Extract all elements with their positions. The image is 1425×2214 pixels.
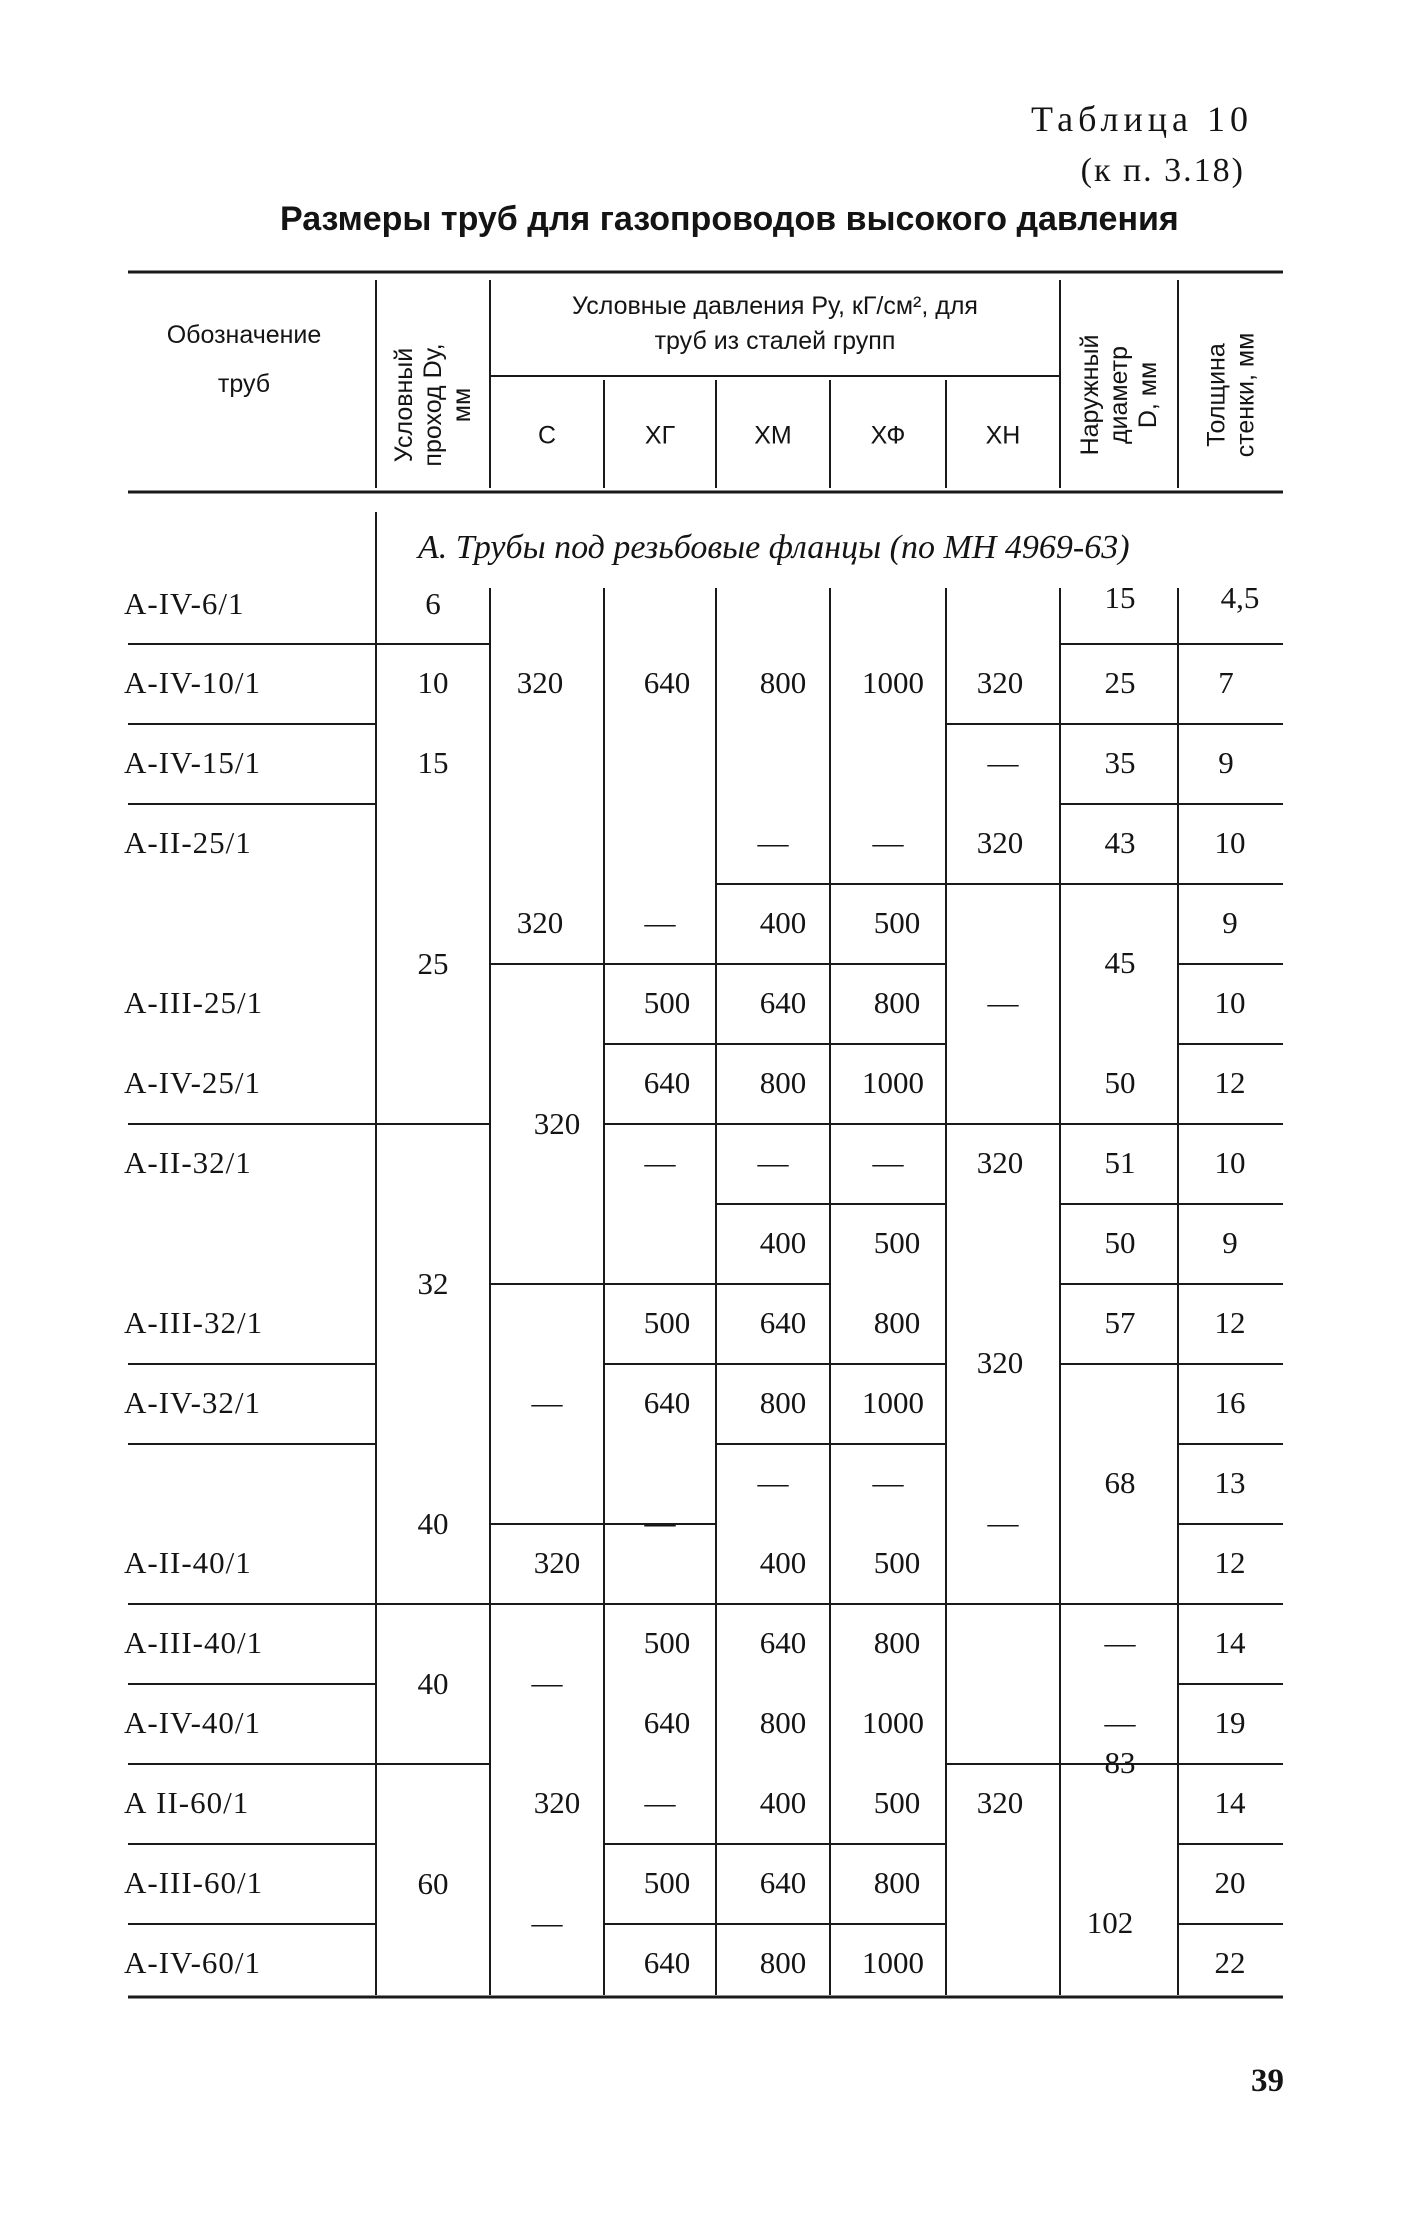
cell-diameter: 51 — [1104, 1145, 1136, 1180]
cell-diameter: 50 — [1104, 1225, 1136, 1260]
row-designation: А-II-40/1 — [124, 1545, 252, 1580]
cell-xm: 400 — [759, 1785, 807, 1820]
column-header-xf: ХФ — [870, 421, 906, 450]
row-designation: А-IV-32/1 — [124, 1385, 262, 1420]
cell-xf: — — [872, 1465, 904, 1500]
cell-xm: 400 — [759, 1545, 807, 1580]
row-designation: А-III-32/1 — [124, 1305, 264, 1340]
cell-thickness: 16 — [1214, 1385, 1246, 1420]
cell-thickness: 10 — [1214, 825, 1246, 860]
cell-xm: 400 — [759, 1225, 807, 1260]
cell-xf: 500 — [873, 905, 921, 940]
cell-diameter: — — [1104, 1625, 1136, 1660]
cell-xf: 1000 — [862, 1065, 924, 1100]
cell-thickness: 19 — [1214, 1705, 1246, 1740]
column-header-designation: Обозначение труб — [166, 321, 322, 398]
column-header-xn: ХН — [985, 421, 1021, 450]
cell-xm: 800 — [759, 1065, 807, 1100]
row-designation: А-III-60/1 — [124, 1865, 264, 1900]
cell-xf: 1000 — [862, 665, 924, 700]
cell-thickness: 22 — [1214, 1945, 1246, 1980]
column-header-diameter: Наружный диаметр D, мм — [1075, 334, 1162, 456]
cell-c: 320 — [533, 1106, 581, 1141]
cell-dn: 40 — [417, 1506, 449, 1541]
cell-xm: 640 — [759, 1625, 807, 1660]
cell-thickness: 4,5 — [1220, 580, 1260, 615]
cell-c: — — [531, 1385, 563, 1420]
cell-c: — — [531, 1905, 563, 1940]
cell-diameter: 15 — [1104, 580, 1136, 615]
row-designation: А-IV-40/1 — [124, 1705, 262, 1740]
table-reference: (к п. 3.18) — [1080, 152, 1245, 189]
cell-xf: 1000 — [862, 1705, 924, 1740]
cell-xn: 320 — [976, 1785, 1024, 1820]
cell-c: 320 — [516, 665, 564, 700]
cell-diameter: 43 — [1104, 825, 1136, 860]
cell-thickness: 9 — [1222, 905, 1238, 940]
cell-dn: 10 — [417, 665, 449, 700]
cell-thickness: 12 — [1214, 1065, 1246, 1100]
row-designation: А-IV-15/1 — [124, 745, 262, 780]
cell-thickness: 12 — [1214, 1545, 1246, 1580]
column-header-pressure: Условные давления Pу, кГ/см², для труб из сталей групп — [572, 292, 978, 355]
cell-dn: 6 — [425, 586, 441, 621]
cell-diameter: — — [1104, 1705, 1136, 1740]
row-designation: А-IV-25/1 — [124, 1065, 262, 1100]
cell-xg: 640 — [643, 1945, 691, 1980]
row-designation: А-II-32/1 — [124, 1145, 252, 1180]
cell-xn: — — [987, 1505, 1019, 1540]
row-designation: А-IV-60/1 — [124, 1945, 262, 1980]
cell-xg: — — [644, 905, 676, 940]
cell-xm: 800 — [759, 665, 807, 700]
cell-xm: 640 — [759, 985, 807, 1020]
cell-xf: 800 — [873, 1865, 921, 1900]
cell-xf: 500 — [873, 1785, 921, 1820]
cell-xg: 500 — [643, 985, 691, 1020]
cell-thickness: 9 — [1218, 745, 1234, 780]
column-header-xm: ХМ — [754, 421, 792, 450]
cell-dn: 32 — [417, 1266, 449, 1301]
cell-xf: 500 — [873, 1225, 921, 1260]
cell-xf: — — [872, 1145, 904, 1180]
cell-diameter: 35 — [1104, 745, 1136, 780]
cell-xn: 320 — [976, 665, 1024, 700]
page-number: 39 — [1251, 2063, 1284, 2099]
cell-xm: 640 — [759, 1305, 807, 1340]
cell-thickness: 12 — [1214, 1305, 1246, 1340]
cell-xm: 640 — [759, 1865, 807, 1900]
cell-dn: 40 — [417, 1666, 449, 1701]
column-header-xg: ХГ — [644, 421, 676, 450]
cell-thickness: 10 — [1214, 1145, 1246, 1180]
cell-diameter: 68 — [1104, 1465, 1136, 1500]
cell-xm: 800 — [759, 1705, 807, 1740]
cell-xm: — — [757, 825, 789, 860]
cell-diameter: 57 — [1104, 1305, 1136, 1340]
cell-thickness: 14 — [1214, 1785, 1246, 1820]
cell-diameter: 50 — [1104, 1065, 1136, 1100]
row-designation: А-III-40/1 — [124, 1625, 264, 1660]
cell-c: 320 — [516, 905, 564, 940]
cell-xg: 500 — [643, 1865, 691, 1900]
cell-xg: — — [644, 1505, 676, 1540]
cell-xm: 800 — [759, 1385, 807, 1420]
cell-xg: — — [644, 1785, 676, 1820]
cell-xg: 640 — [643, 1065, 691, 1100]
cell-xf: 500 — [873, 1545, 921, 1580]
cell-xf: — — [872, 825, 904, 860]
cell-xf: 1000 — [862, 1945, 924, 1980]
column-header-passage: Условный проход Dу, мм — [389, 343, 476, 467]
cell-diameter: 45 — [1104, 945, 1136, 980]
cell-xf: 800 — [873, 1305, 921, 1340]
cell-thickness: 20 — [1214, 1865, 1246, 1900]
cell-thickness: 7 — [1218, 665, 1234, 700]
cell-xn: — — [987, 745, 1019, 780]
cell-xg: 640 — [643, 665, 691, 700]
column-header-thickness: Толщина стенки, мм — [1202, 332, 1259, 458]
cell-xg: 640 — [643, 1385, 691, 1420]
table-label: Таблица 10 — [1031, 99, 1253, 139]
cell-xm: 400 — [759, 905, 807, 940]
row-designation: А-IV-6/1 — [124, 586, 245, 621]
cell-dn: 25 — [417, 946, 449, 981]
cell-xf: 1000 — [862, 1385, 924, 1420]
row-designation: А II-60/1 — [124, 1785, 250, 1820]
cell-xg: 500 — [643, 1625, 691, 1660]
cell-thickness: 14 — [1214, 1625, 1246, 1660]
cell-xn: 320 — [976, 1345, 1024, 1380]
cell-xf: 800 — [873, 1625, 921, 1660]
cell-xm: — — [757, 1145, 789, 1180]
section-heading: А. Трубы под резьбовые фланцы (по МН 4969-63) — [418, 529, 1130, 566]
cell-diameter: 25 — [1104, 665, 1136, 700]
cell-diameter: 83 — [1104, 1745, 1136, 1780]
cell-xn: 320 — [976, 1145, 1024, 1180]
cell-thickness: 10 — [1214, 985, 1246, 1020]
cell-dn: 15 — [417, 745, 449, 780]
cell-thickness: 13 — [1214, 1465, 1246, 1500]
cell-xg: 500 — [643, 1305, 691, 1340]
column-header-c: С — [537, 421, 557, 450]
cell-xm: 800 — [759, 1945, 807, 1980]
cell-diameter: 102 — [1086, 1905, 1134, 1940]
row-designation: А-IV-10/1 — [124, 665, 262, 700]
cell-c: 320 — [533, 1785, 581, 1820]
cell-xn: 320 — [976, 825, 1024, 860]
cell-thickness: 9 — [1222, 1225, 1238, 1260]
cell-xn: — — [987, 985, 1019, 1020]
cell-xg: 640 — [643, 1705, 691, 1740]
cell-dn: 60 — [417, 1866, 449, 1901]
row-designation: А-II-25/1 — [124, 825, 252, 860]
cell-c: 320 — [533, 1545, 581, 1580]
cell-c: — — [531, 1665, 563, 1700]
row-designation: А-III-25/1 — [124, 985, 264, 1020]
cell-xf: 800 — [873, 985, 921, 1020]
cell-xg: — — [644, 1145, 676, 1180]
table-title: Размеры труб для газопроводов высокого давления — [280, 200, 1179, 238]
cell-xm: — — [757, 1465, 789, 1500]
